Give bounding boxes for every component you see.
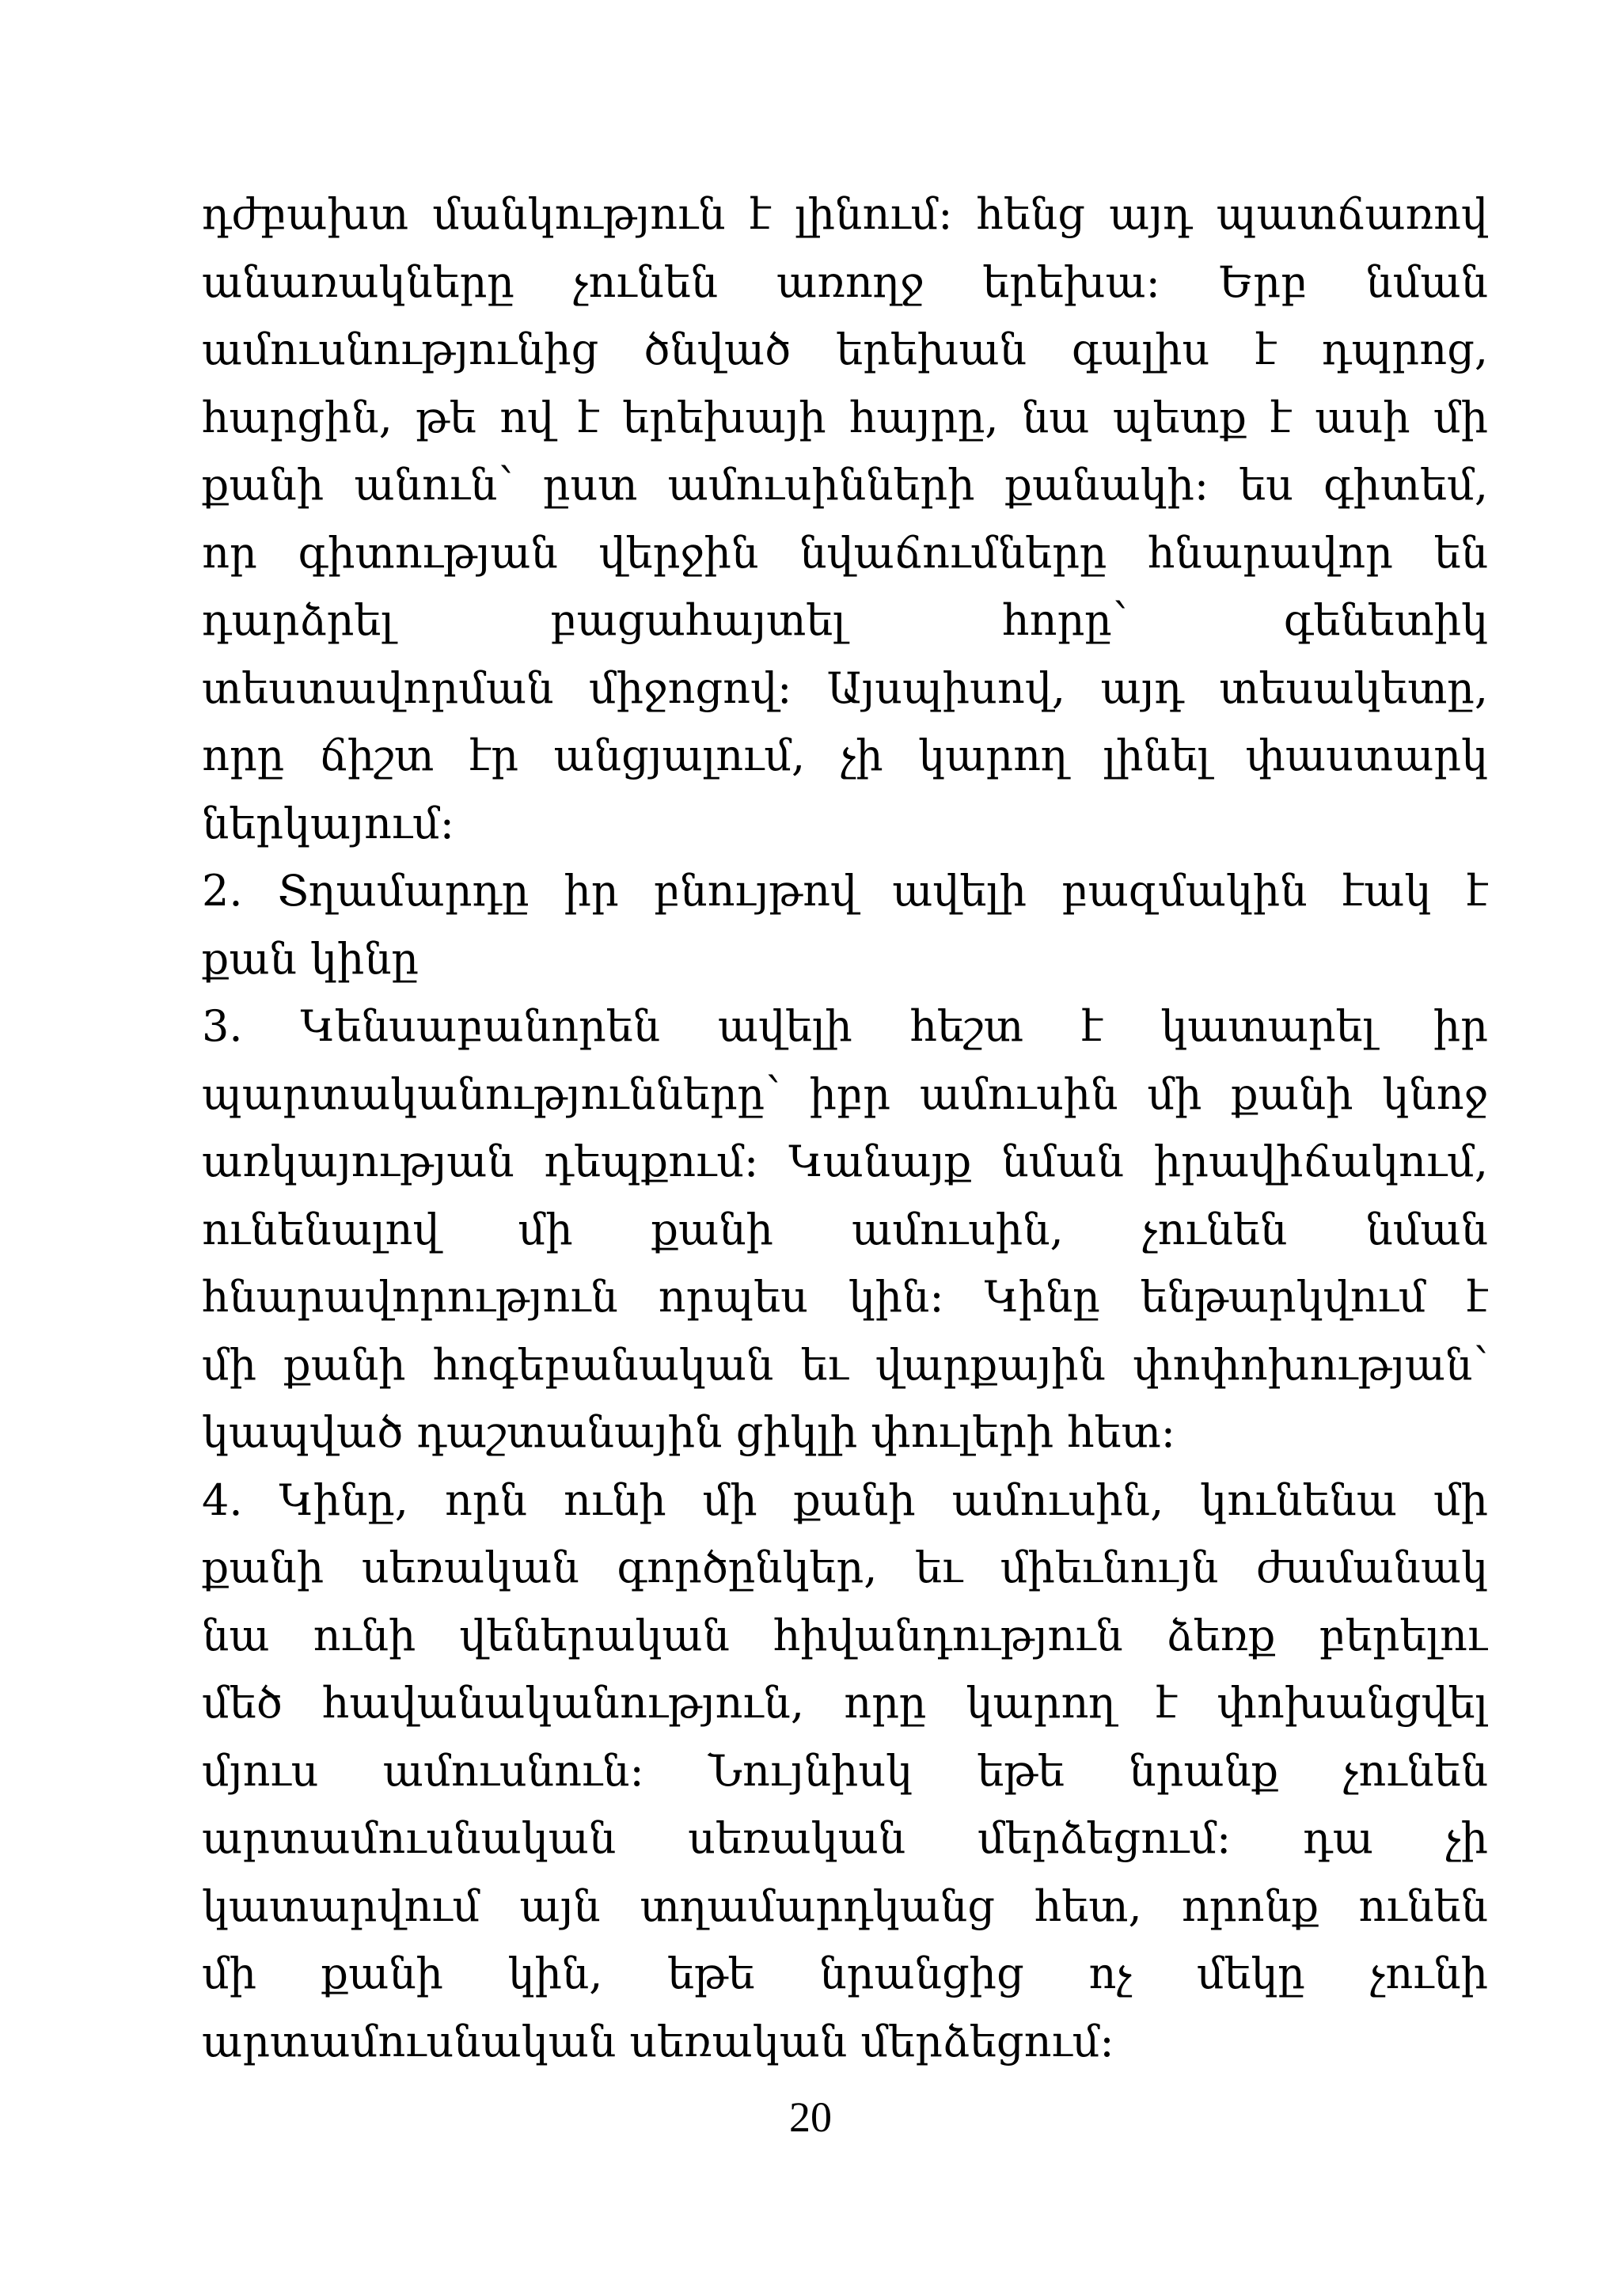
- text-line: քանի սեռական գործընկեր, եւ միեւնույն ժամանակ: [202, 1543, 1488, 1592]
- text-line: արտամուսնական սեռական մերձեցում: դա չի: [202, 1813, 1488, 1863]
- text-line: 3. Կենսաբանորեն ավելի հեշտ է կատարել իր: [202, 1001, 1488, 1051]
- text-line: նա ունի վեներական հիվանդություն ձեռք բերելու: [202, 1610, 1488, 1660]
- text-line: արտամուսնական սեռական մերձեցում:: [202, 2016, 1114, 2066]
- body-text: [202, 180, 1488, 2075]
- text-line: տեստավորման միջոցով: Այսպիսով, այդ տեսակետը,: [202, 662, 1488, 713]
- text-line: առկայության դեպքում: Կանայք նման իրավիճակում,: [202, 1137, 1488, 1186]
- text-line: ներկայում:: [202, 798, 454, 848]
- text-line: մեծ հավանականություն, որը կարող է փոխանցվել: [202, 1678, 1488, 1728]
- text-line: դարձրել բացահայտել հորը՝ գենետիկ: [202, 595, 1488, 645]
- text-line: պարտականությունները՝ իբր ամուսին մի քանի կնոջ: [202, 1068, 1488, 1119]
- page-number: 20: [789, 2093, 832, 2141]
- text-line: ունենալով մի քանի ամուսին, չունեն նման: [202, 1204, 1488, 1254]
- text-line: որ գիտության վերջին նվաճումները հնարավոր են: [202, 527, 1488, 578]
- text-line: հնարավորություն որպես կին: Կինը ենթարկվում է: [202, 1272, 1488, 1322]
- text-line: քանի անուն՝ ըստ ամուսինների քանակի: ես գիտեմ,: [202, 460, 1488, 510]
- text-line: հարցին, թե ով է երեխայի հայրը, նա պետք է ասի մի: [202, 392, 1488, 442]
- text-line: 2. Տղամարդը իր բնույթով ավելի բազմակին էակ է: [202, 866, 1488, 916]
- text-line: որը ճիշտ էր անցյալում, չի կարող լինել փաստարկ: [202, 731, 1488, 780]
- text-line: անառակները չունեն առողջ երեխա: Երբ նման: [202, 256, 1488, 307]
- text-line: 4. Կինը, որն ունի մի քանի ամուսին, կունենա մի: [202, 1474, 1488, 1525]
- text-line: մի քանի հոգեբանական եւ վարքային փոփոխության՝: [202, 1339, 1488, 1390]
- text-line: մյուս ամուսնուն: Նույնիսկ եթե նրանք չունեն: [202, 1745, 1488, 1796]
- text-line: դժբախտ մանկություն է լինում: հենց այդ պատճառով: [202, 189, 1488, 239]
- text-line: կատարվում այն տղամարդկանց հետ, որոնք ունեն: [202, 1880, 1488, 1931]
- text-line: կապված դաշտանային ցիկլի փուլերի հետ:: [202, 1407, 1175, 1457]
- text-line: ամուսնությունից ծնված երեխան գալիս է դպրոց,: [202, 324, 1488, 374]
- text-line: քան կինը: [202, 933, 419, 984]
- text-line: մի քանի կին, եթե նրանցից ոչ մեկը չունի: [202, 1949, 1488, 1998]
